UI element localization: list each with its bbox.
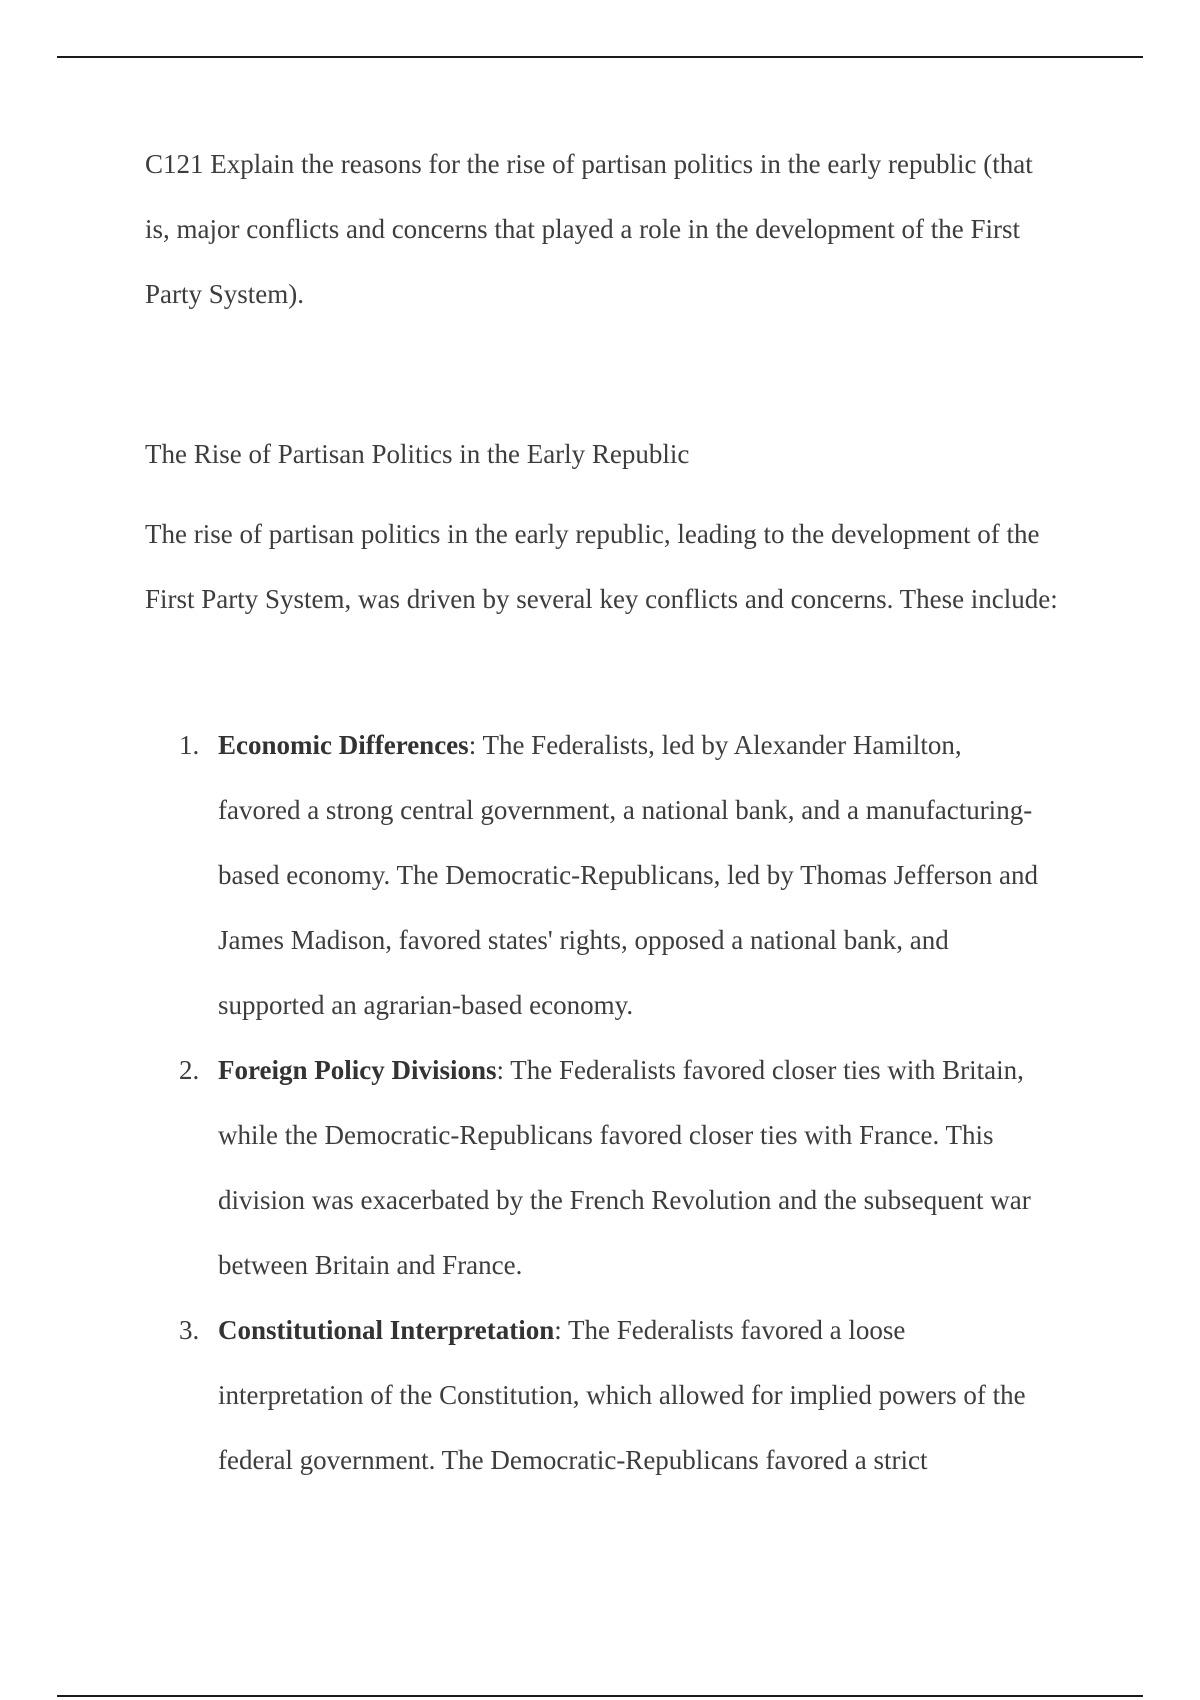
reasons-list bbox=[145, 713, 1065, 1493]
list-number: 1. bbox=[179, 730, 200, 760]
list-number: 3. bbox=[179, 1315, 200, 1345]
intro-paragraph: The rise of partisan politics in the early republic, leading to the development of the First Party System, was driven by several key conflicts and concerns. These include: bbox=[145, 519, 1058, 614]
list-item bbox=[145, 713, 1038, 1038]
list-item-title: Foreign Policy Divisions bbox=[218, 1055, 497, 1085]
list-number: 2. bbox=[179, 1055, 200, 1085]
list-item bbox=[145, 1038, 1038, 1298]
list-item-title: Economic Differences bbox=[218, 730, 469, 760]
list-item-text: : The Federalists favored closer ties with Britain, while the Democratic-Republicans favored closer ties with France. This division was exacerbated by the French Revolution and the subsequent war between Britain and France. bbox=[218, 1055, 1031, 1280]
top-rule bbox=[57, 56, 1143, 58]
list-item bbox=[145, 1298, 1038, 1493]
bottom-rule bbox=[57, 1695, 1143, 1697]
section-heading: The Rise of Partisan Politics in the Early Republic bbox=[145, 439, 690, 469]
list-item-text: : The Federalists, led by Alexander Hamilton, favored a strong central government, a national bank, and a manufacturing-based economy. The Democratic-Republicans, led by Thomas Jefferson and James Madison, favored states' rights, opposed a national bank, and supported an agrarian-based economy. bbox=[218, 730, 1039, 1020]
question-prompt: C121 Explain the reasons for the rise of partisan politics in the early republic (that is, major conflicts and concerns that played a role in the development of the First Party System). bbox=[145, 149, 1033, 309]
list-item-text: : The Federalists favored a loose interpretation of the Constitution, which allowed for implied powers of the federal government. The Democratic-Republicans favored a strict bbox=[218, 1315, 1026, 1475]
list-item-title: Constitutional Interpretation bbox=[218, 1315, 555, 1345]
